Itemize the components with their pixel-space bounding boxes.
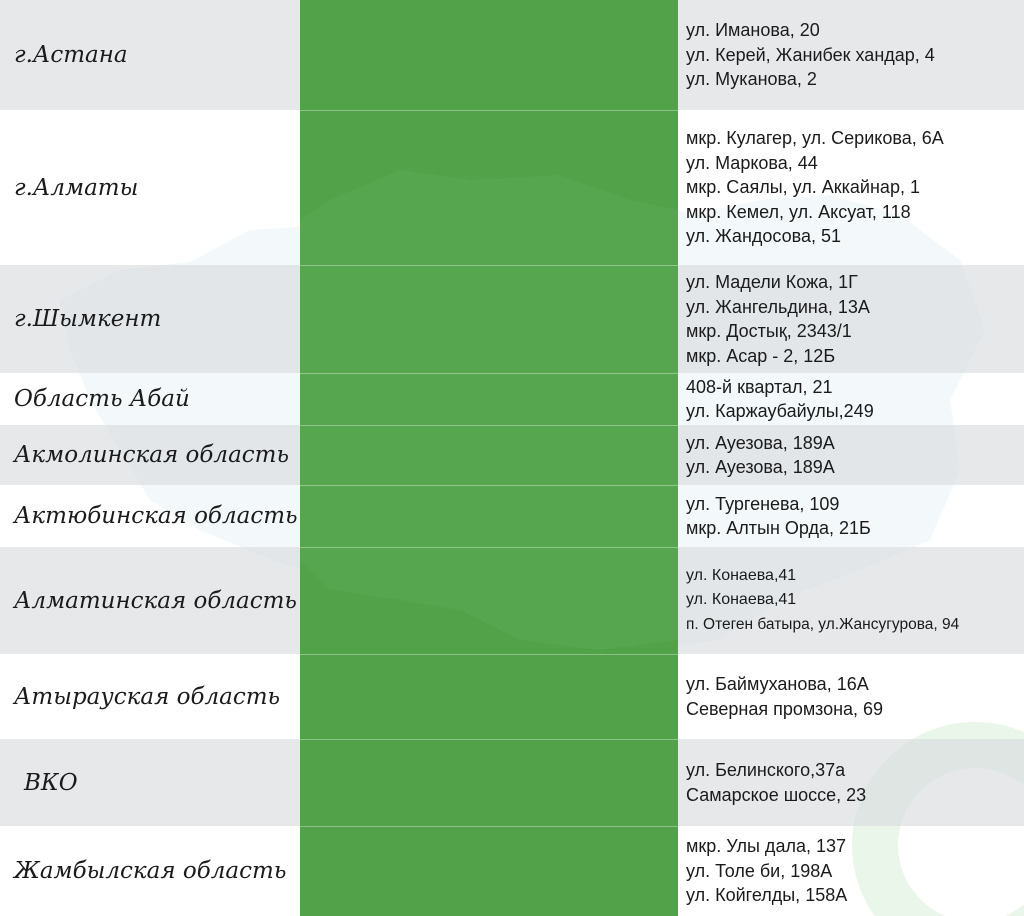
region-name: г.Астана <box>14 42 128 68</box>
address: ул. Баймуханова, 16А <box>686 674 869 694</box>
address: 408-й квартал, 21 <box>686 376 833 397</box>
address: ул. Керей, Жанибек хандар, 4 <box>686 44 935 65</box>
region-name: Алматинская область <box>14 587 297 614</box>
address: ул. Муканова, 2 <box>686 69 817 90</box>
row-divider <box>300 485 678 486</box>
region-name: Область Абай <box>14 386 190 412</box>
address-list <box>678 110 1024 265</box>
address: мкр. Саялы, ул. Аккайнар, 1 <box>686 177 920 198</box>
address: ул. Жангельдина, 13А <box>686 296 870 317</box>
region-name: ВКО <box>24 769 78 796</box>
region-name: Жамбылская область <box>14 858 287 884</box>
row-divider <box>300 373 678 374</box>
address: Самарское шоссе, 23 <box>686 784 867 805</box>
region-name: Акмолинская область <box>14 442 290 468</box>
address-list <box>678 0 1024 110</box>
address: ул. Каржаубайулы,249 <box>686 401 874 421</box>
row-divider <box>300 739 678 740</box>
address: мкр. Улы дала, 137 <box>686 836 846 857</box>
row-divider <box>300 654 678 655</box>
region-name: г.Шымкент <box>14 306 162 332</box>
map-tint-overlay <box>300 0 678 916</box>
row-divider <box>300 110 678 111</box>
address: мкр. Асар - 2, 12Б <box>686 345 836 366</box>
address-list <box>678 826 1024 916</box>
address: ул. Конаева,41 <box>686 591 797 609</box>
address-list <box>678 547 1024 654</box>
address-list <box>678 485 1024 547</box>
row-divider <box>300 547 678 548</box>
row-divider <box>300 425 678 426</box>
row-divider <box>300 265 678 266</box>
address-list <box>678 265 1024 373</box>
address-list <box>678 654 1024 739</box>
address: ул. Толе би, 198А <box>686 860 833 881</box>
address: ул. Ауезова, 189А <box>686 457 835 477</box>
address: ул. Конаева,41 <box>686 566 797 584</box>
address-list <box>678 739 1024 826</box>
address: ул. Мадели Кожа, 1Г <box>686 272 858 292</box>
address: ул. Маркова, 44 <box>686 152 818 173</box>
address: ул. Тургенева, 109 <box>686 493 840 514</box>
row-divider <box>300 826 678 827</box>
address-list <box>678 373 1024 425</box>
address: Северная промзона, 69 <box>686 698 884 719</box>
address: ул. Белинского,37а <box>686 760 846 780</box>
address: ул. Ауезова, 189А <box>686 432 835 453</box>
region-name: г.Алматы <box>14 174 139 201</box>
address: мкр. Кулагер, ул. Серикова, 6А <box>686 128 944 149</box>
address: ул. Койгелды, 158А <box>686 885 848 906</box>
address: мкр. Достық, 2343/1 <box>686 321 852 341</box>
region-name: Актюбинская область <box>14 503 298 529</box>
address: мкр. Кемел, ул. Аксуат, 118 <box>686 201 911 222</box>
departments-column-background <box>300 0 678 916</box>
address: ул. Иманова, 20 <box>686 20 820 41</box>
address: п. Отеген батыра, ул.Жансугурова, 94 <box>686 615 960 633</box>
address-list <box>678 425 1024 485</box>
address: ул. Жандосова, 51 <box>686 226 842 247</box>
address: мкр. Алтын Орда, 21Б <box>686 518 871 538</box>
region-name: Атырауская область <box>14 683 281 710</box>
